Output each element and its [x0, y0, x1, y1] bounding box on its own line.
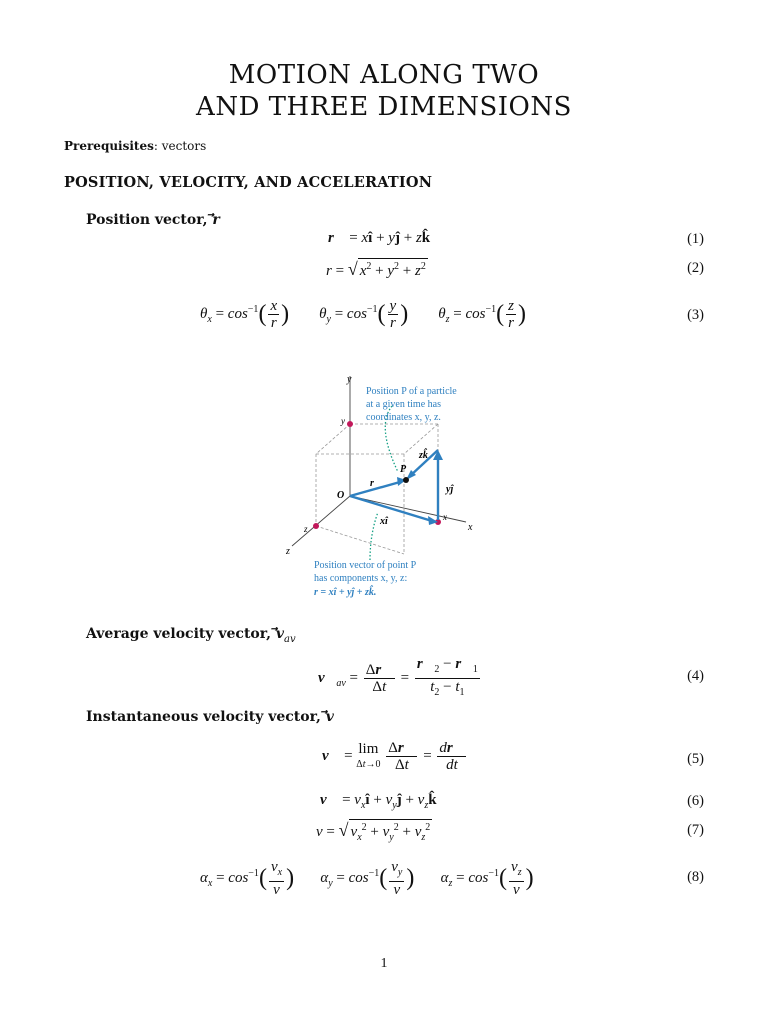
svg-text:Position vector of point P: Position vector of point P [314, 560, 417, 571]
tick-y-label: y [341, 416, 345, 426]
equation-number-7: (7) [687, 822, 704, 838]
tick-y-point [347, 421, 353, 427]
tick-z-point [313, 523, 319, 529]
equation-5: v⃗ = lim Δt→0 $\frac{\Delta r⃗}{\Delta t}$ = $\frac{dr⃗}{dt}$ [322, 740, 465, 773]
equation-1: r⃗ = xî + yĵ + zk̂ [328, 230, 431, 246]
prerequisites-value: : vectors [153, 139, 207, 153]
svg-text:r = xî + yĵ + zk̂.: r = xî + yĵ + zk̂. [314, 587, 377, 598]
svg-text:at a given time has: at a given time has [366, 399, 441, 410]
subheading-position-vector: Position vector, r [86, 212, 220, 228]
prerequisites-line [64, 139, 206, 153]
axis-y-label: y [347, 374, 352, 385]
document-title-line-1: MOTION ALONG TWO [228, 60, 540, 90]
document-title-line-2: AND THREE DIMENSIONS [196, 92, 572, 122]
equation-7: v = √ $v_x^2 + v_y^2 + v_z^2$ [316, 819, 432, 846]
equation-number-8: (8) [687, 869, 704, 885]
equation-4: $v⃗_{av}$ = $\frac{\Delta r⃗}{\Delta t}$ = $\frac{r⃗_2 - r⃗_1}{t_2 - t_1}$ [318, 656, 478, 698]
tick-x-label: x [443, 512, 447, 522]
equation-number-4: (4) [687, 668, 704, 684]
equation-number-2: (2) [687, 260, 704, 276]
svg-text:has components x, y, z:: has components x, y, z: [314, 573, 408, 584]
figure-caption-top [366, 386, 457, 423]
prerequisites-label: Prerequisites [64, 139, 154, 153]
point-p-marker [403, 477, 409, 483]
equation-number-1: (1) [687, 231, 704, 247]
vector-yj-label: yĵ [446, 484, 454, 495]
equation-2: r = √ $x^2 + y^2 + z^2$ [326, 259, 426, 279]
axis-x-label: x [468, 522, 473, 533]
svg-text:Position P of a particle: Position P of a particle [366, 386, 457, 397]
equation-number-5: (5) [687, 751, 704, 767]
axis-z-label: z [286, 546, 290, 557]
equation-8: $\alpha_x = \cos^{-1}$( $\frac{v_x}{v}$ ) $\alpha_y = \cos^{-1}$( $\frac{v_y}{v}$ ) $\alpha_z = \cos^{-1}$( $\frac{v_z}{v}$ ) [200, 859, 534, 898]
vector-r-label: r [370, 478, 374, 489]
equation-number-6: (6) [687, 793, 704, 809]
point-p-label: P [400, 464, 407, 475]
pointer-arrow-bottom [370, 512, 378, 560]
figure-caption-bottom [314, 560, 417, 598]
equation-6: v⃗ = $v_xî$ + $v_yĵ$ + $v_zk̂$ [320, 792, 437, 811]
subheading-instantaneous-velocity: Instantaneous velocity vector, v [86, 709, 334, 725]
equation-number-3: (3) [687, 307, 704, 323]
equation-3: $\theta_x = \cos^{-1}$( $\frac{x}{r}$ ) $\theta_y = \cos^{-1}$( $\frac{y}{r}$ ) $\theta_z = \cos^{-1}$( $\frac{z}{r}$ ) [200, 298, 526, 331]
subheading-average-velocity: Average velocity vector, $v_{av}$ [86, 626, 296, 645]
page-number: 1 [380, 956, 388, 971]
position-vector-figure [280, 364, 490, 604]
vector-r-symbol: r [212, 212, 220, 228]
tick-z-label: z [304, 524, 308, 534]
vector-xi-label: xî [380, 516, 388, 527]
section-heading: POSITION, VELOCITY, AND ACCELERATION [64, 174, 433, 191]
origin-label: O [337, 490, 345, 501]
vector-zk-label: zk̂ [419, 450, 428, 461]
svg-text:coordinates x, y, z.: coordinates x, y, z. [366, 412, 441, 423]
